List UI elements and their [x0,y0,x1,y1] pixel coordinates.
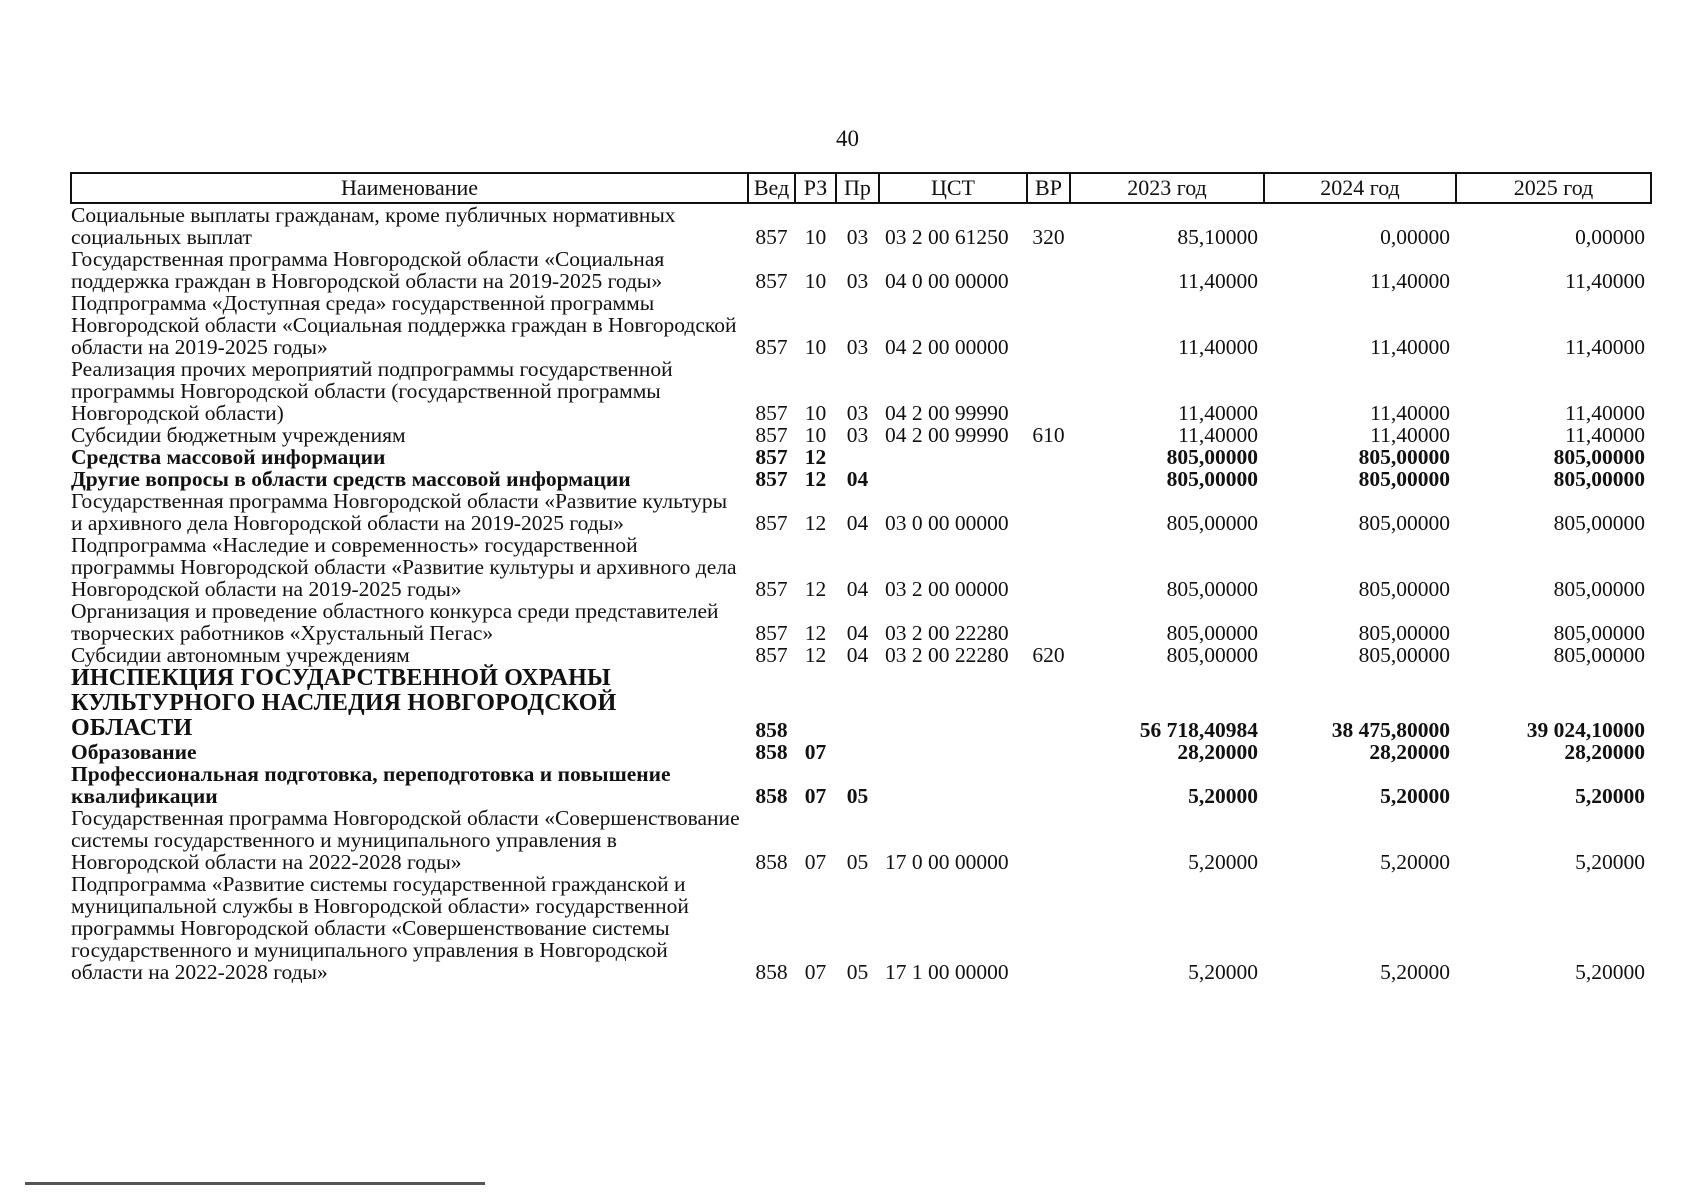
row-rz [795,666,836,741]
row-name: Образование [71,740,197,764]
row-vr: 620 [1032,643,1065,667]
row-rz: 12 [804,577,827,601]
row-ved: 857 [755,225,788,249]
row-2023: 805,00000 [1166,511,1258,535]
row-cst: 03 2 00 22280 [885,643,1009,667]
page-number: 40 [836,126,859,151]
row-cst: 04 2 00 00000 [885,335,1009,359]
row-ved: 857 [755,335,788,359]
row-pr [836,666,879,741]
row-2025: 805,00000 [1553,643,1645,667]
row-2023: 28,20000 [1177,740,1258,764]
row-cst [879,741,1027,763]
row-ved: 858 [755,850,788,874]
row-pr: 05 [846,960,869,984]
row-name: Государственная программа Новгородской области «Совершенствование системы государственного и муниципального управления в Новгородской области на 2022-2028 годы» [71,806,740,874]
row-rz: 10 [804,269,827,293]
header-cst: ЦСТ [879,173,1027,203]
row-2025: 805,00000 [1553,621,1645,645]
footer-divider [25,1182,485,1185]
row-2024: 805,00000 [1358,467,1450,491]
row-2025: 5,20000 [1575,784,1645,808]
row-cst: 03 2 00 00000 [885,577,1009,601]
row-2023: 11,40000 [1178,423,1258,447]
table-row [71,763,1651,807]
row-rz: 10 [804,401,827,425]
row-2023: 805,00000 [1166,577,1258,601]
row-vr [1027,248,1070,292]
row-name: Подпрограмма «Развитие системы государственной гражданской и муниципальной службы в Новгородской области» государственной программы Новгородской области «Совершенствование системы государственного и муниципального управления в Новгородской области на 2022-2028 годы» [71,872,689,984]
row-vr [1027,873,1070,983]
row-ved: 857 [755,643,788,667]
row-name: Реализация прочих мероприятий подпрограммы государственной программы Новгородской области (государственной программы Новгородской области) [71,357,673,425]
table-row [71,468,1651,490]
row-2025: 11,40000 [1565,269,1645,293]
row-ved: 857 [755,621,788,645]
row-ved: 858 [755,960,788,984]
row-2024: 28,20000 [1369,740,1450,764]
row-pr: 04 [846,643,869,667]
row-pr: 05 [846,784,869,808]
row-pr: 05 [846,850,869,874]
row-2024: 38 475,80000 [1331,718,1450,742]
row-2025: 0,00000 [1575,225,1645,249]
row-2023: 11,40000 [1178,401,1258,425]
row-2023: 85,10000 [1177,225,1258,249]
table-row [71,873,1651,983]
row-name: Социальные выплаты гражданам, кроме публичных нормативных социальных выплат [71,203,676,249]
row-vr [1027,292,1070,358]
row-2023: 5,20000 [1188,960,1258,984]
row-2025: 5,20000 [1575,960,1645,984]
row-2023: 11,40000 [1178,269,1258,293]
row-vr: 610 [1032,423,1065,447]
row-ved: 857 [755,511,788,535]
row-2024: 805,00000 [1358,577,1450,601]
row-2024: 5,20000 [1380,784,1450,808]
row-rz: 12 [804,511,827,535]
row-pr [836,741,879,763]
row-rz: 10 [804,335,827,359]
table-row [71,666,1651,741]
row-cst [879,763,1027,807]
row-pr: 03 [846,401,869,425]
table-row [71,807,1651,873]
row-cst: 17 1 00 00000 [885,960,1009,984]
row-rz: 12 [804,621,827,645]
table-row [71,203,1651,248]
row-2025: 805,00000 [1553,511,1645,535]
row-2024: 11,40000 [1370,335,1450,359]
row-rz: 07 [804,850,827,874]
row-pr: 04 [846,467,869,491]
row-vr [1027,741,1070,763]
row-vr [1027,468,1070,490]
table-row [71,248,1651,292]
table-row [71,644,1651,666]
row-2024: 5,20000 [1380,850,1450,874]
row-2025: 11,40000 [1565,335,1645,359]
row-pr: 03 [846,423,869,447]
header-pr: Пр [836,173,879,203]
row-rz: 07 [804,784,827,808]
table-row [71,424,1651,446]
row-2024: 0,00000 [1380,225,1450,249]
header-2024: 2024 год [1264,173,1456,203]
table-row [71,358,1651,424]
row-2024: 11,40000 [1370,401,1450,425]
row-name: Подпрограмма «Наследие и современность» государственной программы Новгородской области «Развитие культуры и архивного дела Новгородской области на 2019-2025 годы» [71,533,737,601]
table-header-row [71,173,1651,203]
row-rz: 12 [804,467,827,491]
row-2023: 11,40000 [1178,335,1258,359]
row-vr [1027,534,1070,600]
row-2023: 5,20000 [1188,784,1258,808]
row-2023: 805,00000 [1166,467,1258,491]
row-2024: 805,00000 [1358,511,1450,535]
row-2025: 5,20000 [1575,850,1645,874]
table-row [71,490,1651,534]
row-2025: 11,40000 [1565,423,1645,447]
row-cst [879,446,1027,468]
row-name: Подпрограмма «Доступная среда» государственной программы Новгородской области «Социальная поддержка граждан в Новгородской области на 2019-2025 годы» [71,291,737,359]
row-rz: 07 [804,740,827,764]
row-vr [1027,666,1070,741]
row-ved: 858 [755,740,788,764]
row-name: Организация и проведение областного конкурса среди представителей творческих работников «Хрустальный Пегас» [71,599,719,645]
row-ved: 857 [755,423,788,447]
header-name: Наименование [71,173,748,203]
row-2023: 805,00000 [1166,643,1258,667]
row-cst: 04 2 00 99990 [885,423,1009,447]
budget-table [70,172,1652,983]
row-2025: 805,00000 [1553,577,1645,601]
table-row [71,600,1651,644]
table-row [71,534,1651,600]
row-rz: 10 [804,225,827,249]
row-2024: 11,40000 [1370,269,1450,293]
row-name: ИНСПЕКЦИЯ ГОСУДАРСТВЕННОЙ ОХРАНЫ КУЛЬТУРНОГО НАСЛЕДИЯ НОВГОРОДСКОЙ ОБЛАСТИ [71,665,617,741]
row-2025: 39 024,10000 [1526,718,1645,742]
row-name: Другие вопросы в области средств массовой информации [71,467,631,491]
row-rz: 12 [804,445,827,469]
header-ved: Вед [748,173,795,203]
header-rz: РЗ [795,173,836,203]
row-name: Субсидии автономным учреждениям [71,643,410,667]
row-2023: 805,00000 [1166,445,1258,469]
table-row [71,446,1651,468]
row-vr: 320 [1032,225,1065,249]
row-name: Субсидии бюджетным учреждениям [71,423,406,447]
row-pr: 04 [846,621,869,645]
row-cst: 17 0 00 00000 [885,850,1009,874]
row-ved: 857 [755,269,788,293]
row-ved: 858 [755,718,788,742]
row-vr [1027,490,1070,534]
row-cst: 04 2 00 99990 [885,401,1009,425]
row-2025: 805,00000 [1553,467,1645,491]
row-2025: 805,00000 [1553,445,1645,469]
row-2023: 5,20000 [1188,850,1258,874]
row-pr: 03 [846,269,869,293]
row-cst [879,666,1027,741]
row-cst: 03 2 00 22280 [885,621,1009,645]
row-name: Профессиональная подготовка, переподготовка и повышение квалификации [71,762,671,808]
row-rz: 07 [804,960,827,984]
table-row [71,741,1651,763]
row-vr [1027,358,1070,424]
row-cst [879,468,1027,490]
row-ved: 858 [755,784,788,808]
row-cst: 03 2 00 61250 [885,225,1009,249]
row-name: Государственная программа Новгородской области «Социальная поддержка граждан в Новгородской области на 2019-2025 годы» [71,247,665,293]
header-2025: 2025 год [1456,173,1651,203]
row-pr: 03 [846,335,869,359]
row-pr: 04 [846,577,869,601]
row-vr [1027,446,1070,468]
row-pr [836,446,879,468]
row-ved: 857 [755,445,788,469]
row-vr [1027,600,1070,644]
row-rz: 10 [804,423,827,447]
row-2025: 11,40000 [1565,401,1645,425]
row-2024: 805,00000 [1358,621,1450,645]
row-ved: 857 [755,577,788,601]
row-2024: 805,00000 [1358,445,1450,469]
row-ved: 857 [755,467,788,491]
row-2024: 5,20000 [1380,960,1450,984]
row-2025: 28,20000 [1564,740,1645,764]
row-cst: 03 0 00 00000 [885,511,1009,535]
header-vr: ВР [1027,173,1070,203]
table-row [71,292,1651,358]
row-cst: 04 0 00 00000 [885,269,1009,293]
row-2023: 56 718,40984 [1139,718,1258,742]
row-rz: 12 [804,643,827,667]
row-2023: 805,00000 [1166,621,1258,645]
row-2024: 11,40000 [1370,423,1450,447]
row-ved: 857 [755,401,788,425]
row-pr: 03 [846,225,869,249]
row-2024: 805,00000 [1358,643,1450,667]
row-name: Средства массовой информации [71,445,386,469]
header-2023: 2023 год [1070,173,1264,203]
row-vr [1027,807,1070,873]
row-vr [1027,763,1070,807]
row-pr: 04 [846,511,869,535]
row-name: Государственная программа Новгородской области «Развитие культуры и архивного дела Новгородской области на 2019-2025 годы» [71,489,728,535]
